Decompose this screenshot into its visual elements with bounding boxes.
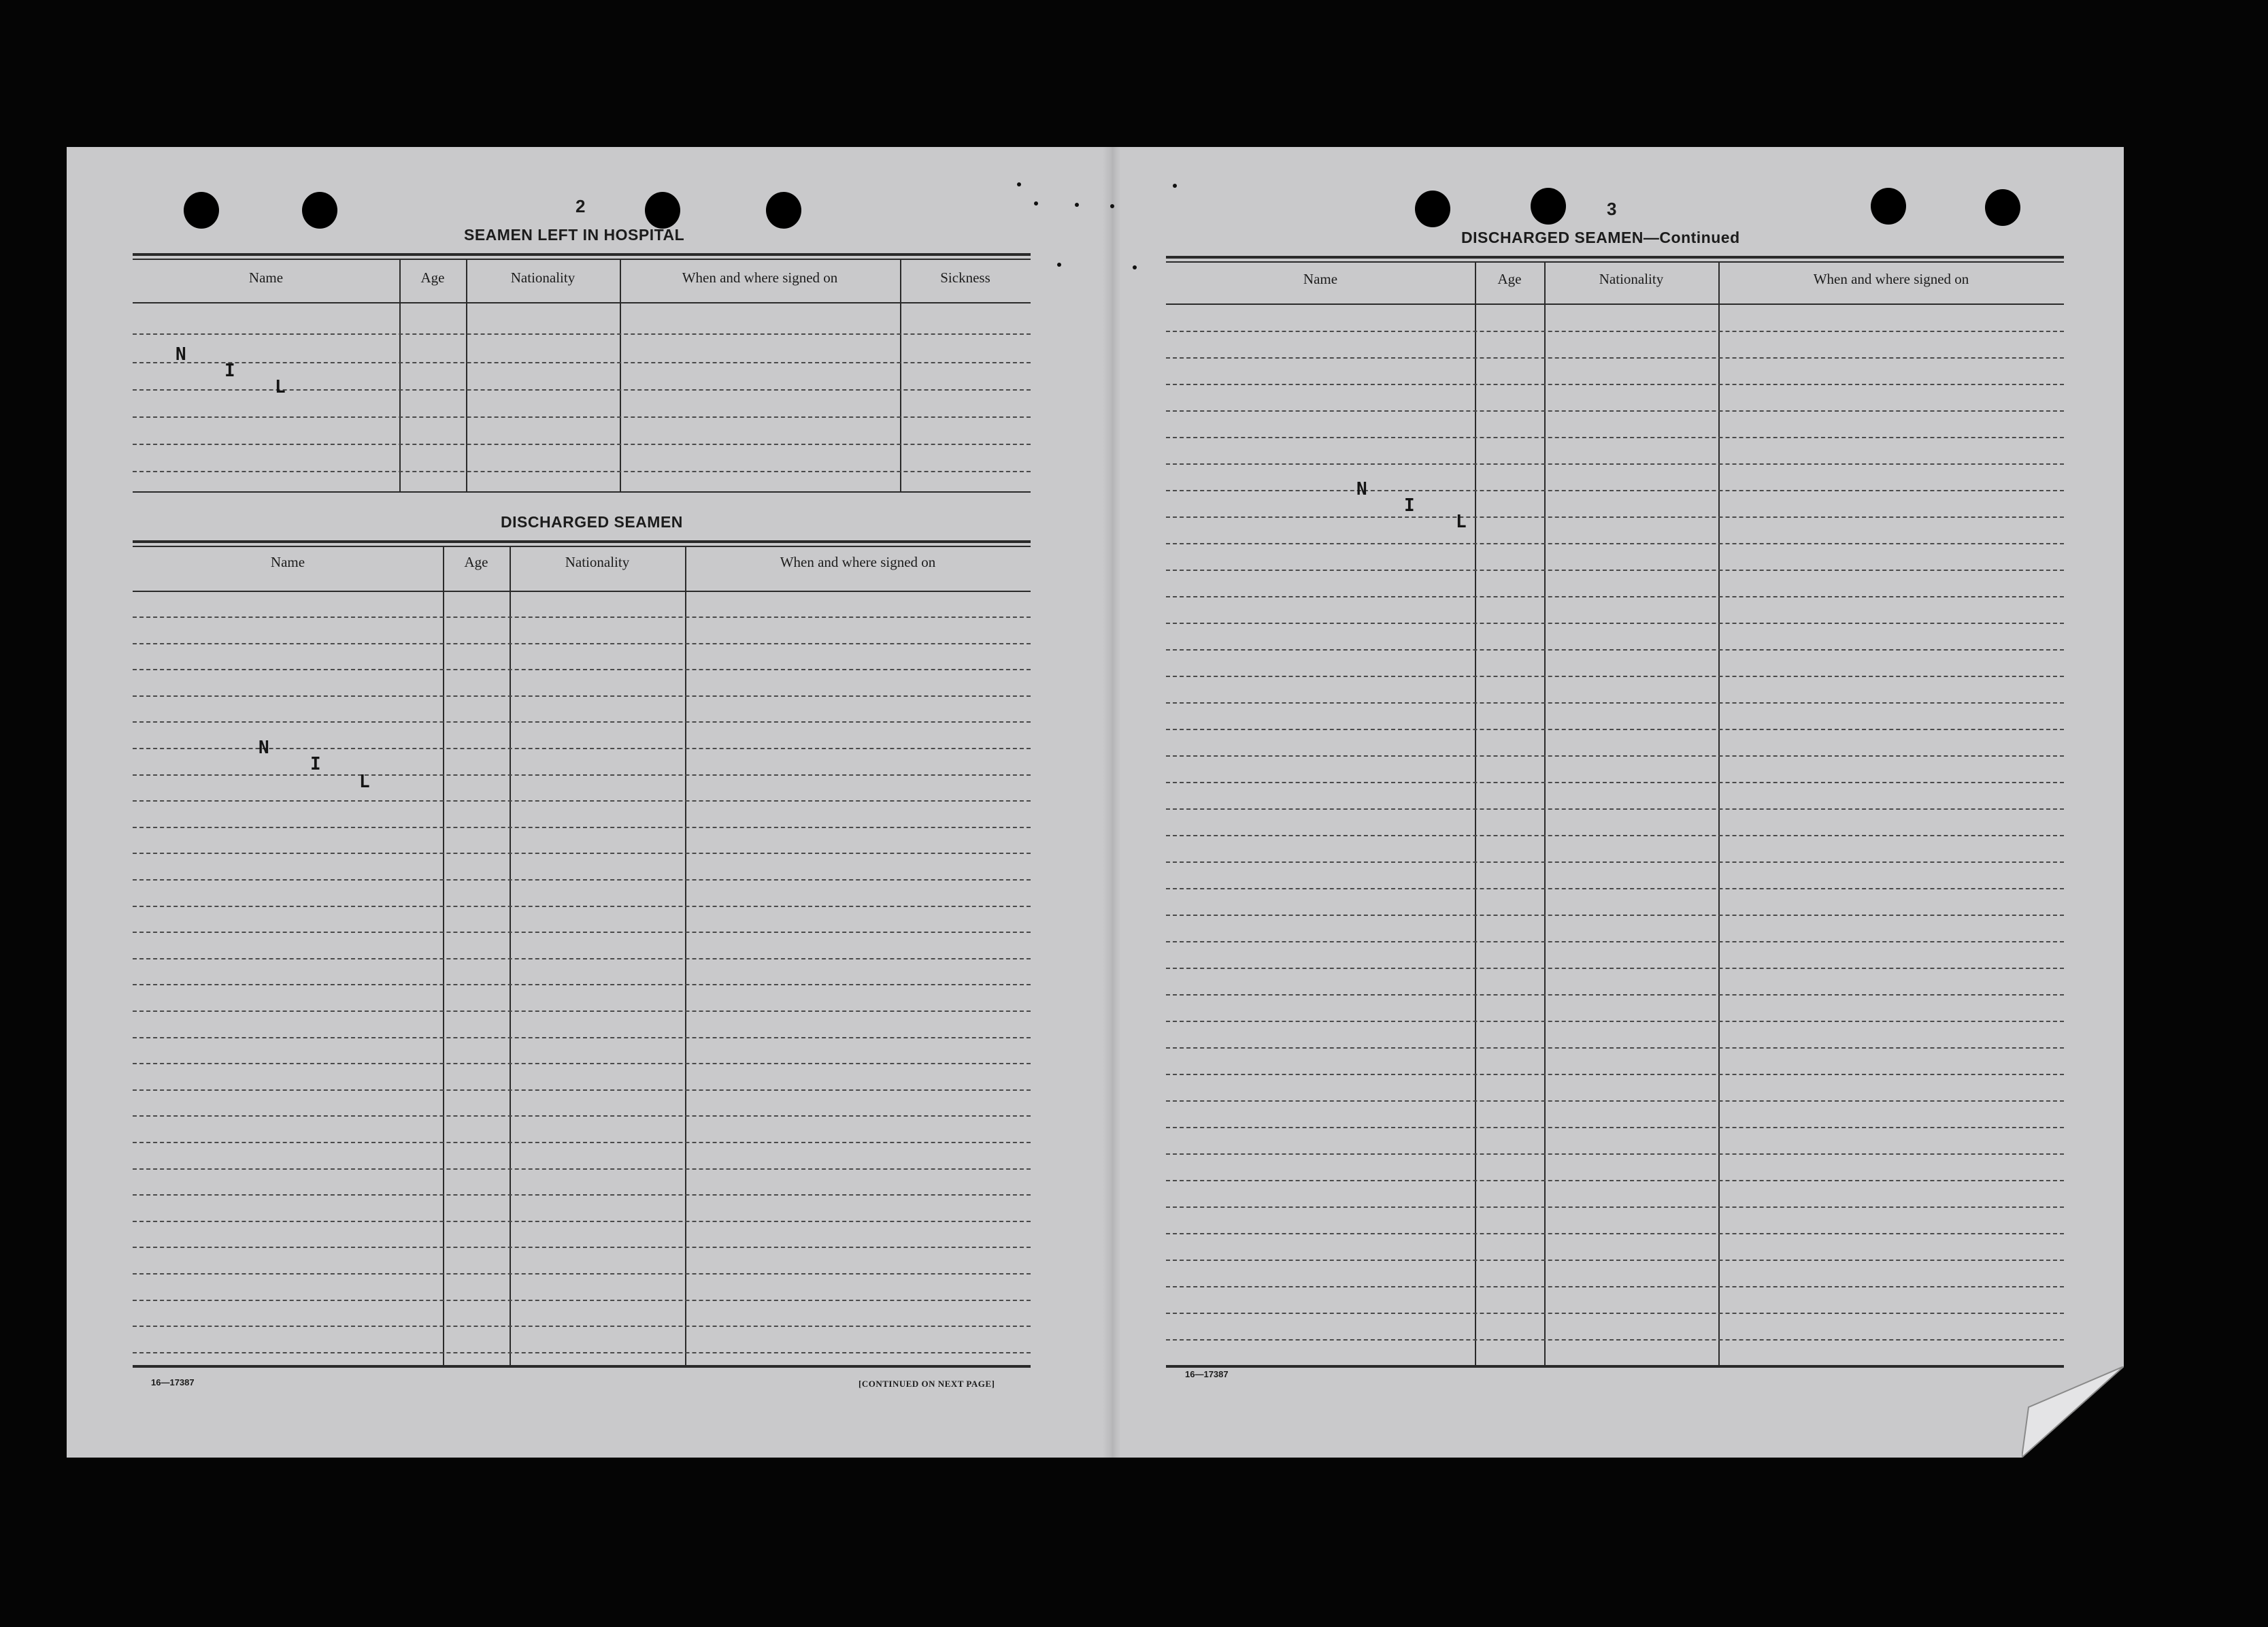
column-header-sickness: Sickness <box>940 269 990 286</box>
column-divider <box>900 259 901 491</box>
table-row <box>133 1352 1031 1353</box>
nil-entry-letter: N <box>259 738 269 758</box>
header-rule <box>133 302 1031 303</box>
table-row <box>1166 782 2064 783</box>
table-row <box>1166 729 2064 730</box>
table-row <box>1166 861 2064 863</box>
table-row <box>1166 1180 2064 1181</box>
table-top-rule-2 <box>133 259 1031 260</box>
column-header-nationality: Nationality <box>1599 271 1664 287</box>
column-divider <box>1475 261 1476 1368</box>
table-bottom-rule <box>133 491 1031 493</box>
page-number: 2 <box>576 196 586 216</box>
column-header-name: Name <box>248 269 284 286</box>
column-divider <box>466 259 467 491</box>
section-title-discharged: DISCHARGED SEAMEN <box>501 513 683 531</box>
column-divider <box>1544 261 1546 1368</box>
table-row <box>1166 808 2064 810</box>
form-number: 16—17387 <box>151 1377 195 1387</box>
nil-entry-letter: I <box>1404 495 1415 516</box>
table-row <box>133 617 1031 618</box>
table-top-rule <box>133 253 1031 256</box>
table-row <box>133 1089 1031 1091</box>
table-row <box>1166 968 2064 969</box>
punch-hole-icon <box>1531 188 1566 225</box>
punch-hole-icon <box>645 192 680 229</box>
table-row <box>1166 888 2064 889</box>
table-row <box>1166 676 2064 677</box>
form-number: 16—17387 <box>1185 1369 1229 1379</box>
table-row <box>1166 1206 2064 1208</box>
table-row <box>133 1194 1031 1196</box>
table-row <box>1166 463 2064 465</box>
table-row <box>1166 623 2064 624</box>
nil-entry-letter: N <box>1356 479 1367 499</box>
table-row <box>133 827 1031 828</box>
table-row <box>1166 835 2064 836</box>
table-row <box>133 1326 1031 1327</box>
table-row <box>1166 1127 2064 1128</box>
section-title-discharged-continued <box>1461 229 1740 247</box>
nil-entry-letter: L <box>1456 512 1467 532</box>
table-row <box>133 1273 1031 1275</box>
table-row <box>1166 1047 2064 1049</box>
table-row <box>1166 1260 2064 1261</box>
table-row <box>1166 490 2064 491</box>
nil-entry-letter: N <box>176 344 186 365</box>
header-rule <box>1166 303 2064 305</box>
speck <box>1173 184 1177 188</box>
table-row <box>133 958 1031 959</box>
section-title-text: DISCHARGED SEAMEN <box>1461 229 1644 246</box>
table-row <box>133 932 1031 933</box>
table-row <box>133 695 1031 697</box>
punch-hole-icon <box>766 192 801 229</box>
nil-entry-letter: I <box>224 361 235 381</box>
punch-hole-icon <box>1415 191 1450 227</box>
table-row <box>133 1300 1031 1301</box>
table-row <box>133 1247 1031 1248</box>
table-row <box>1166 1339 2064 1341</box>
table-row <box>133 471 1031 472</box>
table-row <box>1166 410 2064 412</box>
table-row <box>133 643 1031 644</box>
table-row <box>133 1010 1031 1012</box>
speck <box>1133 265 1137 269</box>
column-header-age: Age <box>420 269 445 286</box>
table-row <box>133 800 1031 802</box>
table-row <box>1166 331 2064 332</box>
table-row <box>133 721 1031 723</box>
column-header-nationality: Nationality <box>565 554 630 570</box>
table-row <box>133 1063 1031 1064</box>
nil-entry-letter: I <box>310 754 321 774</box>
punch-hole-icon <box>1985 189 2020 226</box>
table-row <box>133 669 1031 670</box>
header-rule <box>133 591 1031 592</box>
page-number: 3 <box>1607 199 1617 219</box>
speck <box>1034 201 1038 206</box>
table-row <box>133 1221 1031 1222</box>
table-row <box>133 984 1031 985</box>
table-bottom-rule <box>133 1365 1031 1368</box>
table-row <box>1166 915 2064 916</box>
column-divider <box>620 259 621 491</box>
table-row <box>133 416 1031 418</box>
table-row <box>1166 702 2064 704</box>
column-header-age: Age <box>1497 271 1522 287</box>
table-row <box>133 879 1031 881</box>
column-header-name: Name <box>1303 271 1338 287</box>
table-row <box>1166 1074 2064 1075</box>
table-row <box>133 906 1031 907</box>
table-row <box>1166 649 2064 651</box>
table-row <box>133 333 1031 335</box>
discharged-table <box>133 540 1031 1368</box>
table-top-rule-2 <box>133 546 1031 547</box>
dog-ear-corner-icon <box>2022 1366 2124 1458</box>
section-title-suffix: —Continued <box>1643 229 1740 246</box>
table-row <box>133 853 1031 854</box>
table-row <box>1166 384 2064 385</box>
table-row <box>133 1037 1031 1038</box>
table-row <box>133 1168 1031 1170</box>
punch-hole-icon <box>184 192 219 229</box>
table-row <box>133 389 1031 391</box>
column-header-nationality: Nationality <box>510 269 576 286</box>
column-header-age: Age <box>464 554 488 570</box>
column-header-signed-on: When and where signed on <box>780 554 936 570</box>
table-row <box>1166 941 2064 942</box>
table-row <box>1166 570 2064 571</box>
table-top-rule <box>133 540 1031 543</box>
table-row <box>133 362 1031 363</box>
table-row <box>1166 755 2064 757</box>
speck <box>1110 204 1114 208</box>
table-row <box>1166 543 2064 544</box>
nil-entry-letter: L <box>359 772 370 792</box>
column-divider <box>1718 261 1720 1368</box>
speck <box>1075 203 1079 207</box>
table-row <box>1166 516 2064 518</box>
table-row <box>1166 596 2064 597</box>
table-row <box>1166 1233 2064 1234</box>
table-row <box>1166 1286 2064 1287</box>
table-row <box>133 1115 1031 1117</box>
hospital-table <box>133 253 1031 493</box>
table-row <box>1166 357 2064 359</box>
column-header-signed-on: When and where signed on <box>682 269 838 286</box>
table-row <box>1166 1313 2064 1314</box>
table-row <box>1166 1021 2064 1022</box>
nil-entry-letter: L <box>275 377 286 397</box>
punch-hole-icon <box>302 192 337 229</box>
column-header-signed-on: When and where signed on <box>1813 271 1969 287</box>
section-title-hospital: SEAMEN LEFT IN HOSPITAL <box>464 226 685 244</box>
discharged-continued-table <box>1166 256 2064 1368</box>
column-divider <box>399 259 401 491</box>
punch-hole-icon <box>1871 188 1906 225</box>
table-row <box>1166 1100 2064 1102</box>
table-row <box>133 774 1031 776</box>
table-top-rule <box>1166 256 2064 259</box>
table-row <box>1166 1153 2064 1155</box>
table-row <box>133 1142 1031 1143</box>
table-row <box>133 444 1031 445</box>
table-bottom-rule <box>1166 1365 2064 1368</box>
continued-note: [CONTINUED ON NEXT PAGE] <box>858 1379 995 1389</box>
table-top-rule-2 <box>1166 261 2064 263</box>
table-row <box>1166 437 2064 438</box>
table-row <box>1166 994 2064 996</box>
speck <box>1017 182 1021 186</box>
center-fold <box>1103 147 1120 1458</box>
speck <box>1057 263 1061 267</box>
column-header-name: Name <box>270 554 305 570</box>
